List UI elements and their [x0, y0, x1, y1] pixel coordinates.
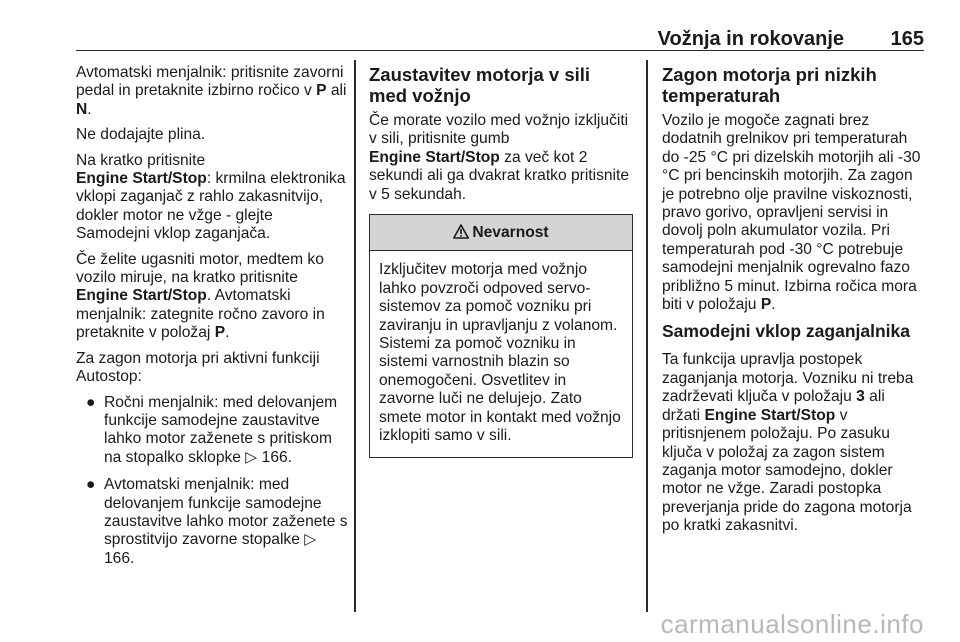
page-ref-link[interactable]: 166. — [261, 448, 292, 466]
watermark: carmanualsonline.info — [660, 609, 924, 639]
column-3 — [662, 64, 926, 543]
warning-box — [369, 214, 633, 457]
page-ref-link[interactable]: 166. — [104, 549, 135, 567]
column-divider-1 — [354, 60, 356, 612]
list-item: ● Avtomatski menjalnik: med delovanjem funkcije samodejne zaustavitve lahko motor zaženete s sprostitvijo zavorne stopalke ▷ 166. — [86, 476, 348, 567]
section-heading: Zaustavitev motorja v sili med vožnjo — [369, 64, 591, 106]
page-ref-icon: ▷ — [245, 448, 258, 466]
paragraph: Če morate vozilo med vožnjo izključiti v sili, pritisnite gumb Engine Start/Stop za več kot 2 sekundi ali ga dvakrat kratko pritisnite v 5 sekundah. — [369, 112, 630, 203]
warning-text: Izključitev motorja med vožnjo lahko povzroči odpoved servo-sistemov za pomoč vozniku pri zaviranju in upravljanju z volanom. Sistemi za pomoč vozniku in sistemi varnostnih blazin so onemogočeni. Osvetlitev in zavorne luči ne delujejo. Zato smete motor in kontakt med vožnjo izklopiti samo v sili. — [379, 261, 621, 445]
bullet-icon: ● — [86, 393, 96, 411]
paragraph: Ta funkcija upravlja postopek zaganjanja motorja. Vozniku ni treba zadrževati ključa v položaju 3 ali držati Engine Start/Stop v pritisnjenem položaju. Po zasuku ključa v položaj za zagon sistem zaganja motor samodejno, dokler motor ne vžge. Zaradi postopka preverjanja pride do zagona motorja po kratki zakasnitvi. — [662, 351, 914, 535]
page-ref-icon: ▷ — [304, 531, 317, 549]
warning-triangle-icon — [453, 224, 469, 239]
section-heading: Zagon motorja pri nizkih temperaturah — [662, 64, 877, 106]
bullet-list — [76, 394, 348, 569]
paragraph: Na kratko pritisnite Engine Start/Stop: krmilna elektronika vklopi zaganjač z rahlo zakasnitvijo, dokler motor ne vžge - glejte Samodejni vklop zaganjača. — [76, 151, 346, 243]
paragraph: Ne dodajajte plina. — [76, 126, 206, 144]
warning-title: Nevarnost — [472, 224, 549, 242]
paragraph: Za zagon motorja pri aktivni funkciji Autostop: — [76, 349, 320, 386]
warning-header — [370, 215, 632, 251]
page-header — [76, 14, 924, 51]
page-number: 165 — [890, 28, 924, 50]
column-1 — [76, 64, 348, 577]
paragraph: Vozilo je mogoče zagnati brez dodatnih grelnikov pri temperaturah do -25 °C pri dizelskih motorjih ali -30 °C pri bencinskih motorjih. Za zagon je potrebno olje pravilne viskoznosti, pravo gorivo, opravljeni servisi in dovolj poln akumulator vozila. Pri temperaturah pod -30 °C potrebuje samodejni menjalnik ogrevalno fazo približno 5 minut. Izbirna ročica mora biti v položaju P. — [662, 112, 921, 314]
page-title: Vožnja in rokovanje — [657, 28, 844, 50]
column-divider-2 — [646, 60, 648, 612]
paragraph: Avtomatski menjalnik: pritisnite zavorni pedal in pretaknite izbirno ročico v P ali N. — [76, 64, 347, 118]
paragraph: Če želite ugasniti motor, medtem ko vozilo miruje, na kratko pritisnite Engine Start/Stop. Avtomatski menjalnik: zategnite ročno zavoro in pretaknite v položaj P. — [76, 250, 325, 342]
column-2 — [369, 64, 633, 458]
section-heading: Samodejni vklop zaganjalnika — [662, 321, 910, 342]
bullet-icon: ● — [86, 476, 96, 494]
list-item: ● Ročni menjalnik: med delovanjem funkcije samodejne zaustavitve lahko motor zaženete s pritiskom na stopalko sklopke ▷ 166. — [86, 393, 338, 466]
